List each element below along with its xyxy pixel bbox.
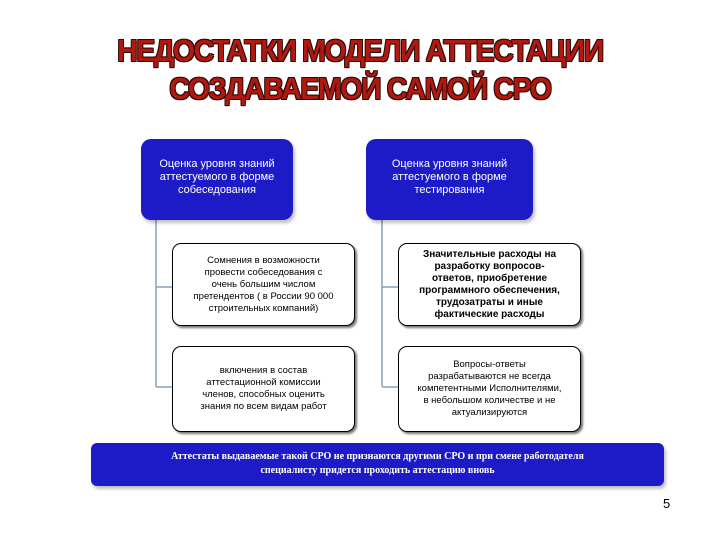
header-testing-assessment [366,139,533,220]
left-connector [156,220,172,387]
header-interview-assessment [141,139,293,220]
conclusion-line-1: Аттестаты выдаваемые такой СРО не признаются другими СРО и при смене работодателя [171,451,584,462]
drawback-box-question-quality [398,346,581,432]
drawback-text: Значительные расходы на разработку вопросов- ответов, приобретение программного обеспечения, трудозатраты и иные фактические расходы [419,248,560,320]
drawback-text: Вопросы-ответы разрабатываются не всегда компетентными Исполнителями, в небольшом количестве и не актуализируются [417,359,562,418]
slide-title-line-1: НЕДОСТАТКИ МОДЕЛИ АТТЕСТАЦИИ [117,33,603,68]
drawback-box-commission [172,346,355,432]
header-testing-label: Оценка уровня знаний аттестуемого в форме тестирования [391,158,508,196]
page-number: 5 [663,496,671,511]
conclusion-line-2: специалисту придется проходить аттестацию вновь [260,465,495,476]
drawback-text: Сомнения в возможности провести собеседования с очень большим числом претендентов ( в России 90 000 строительных компаний) [193,254,334,314]
drawback-box-interview-volume [172,243,355,326]
right-connector [382,220,398,387]
slide-title-line-2: СОЗДАВАЕМОЙ САМОЙ СРО [169,71,551,106]
conclusion-banner [91,443,664,486]
drawback-text: включения в состав аттестационной комиссии членов, способных оценить знания по всем видам работ [200,365,327,412]
header-interview-label: Оценка уровня знаний аттестуемого в форме собеседования [159,158,275,196]
drawback-box-testing-costs [398,243,581,326]
